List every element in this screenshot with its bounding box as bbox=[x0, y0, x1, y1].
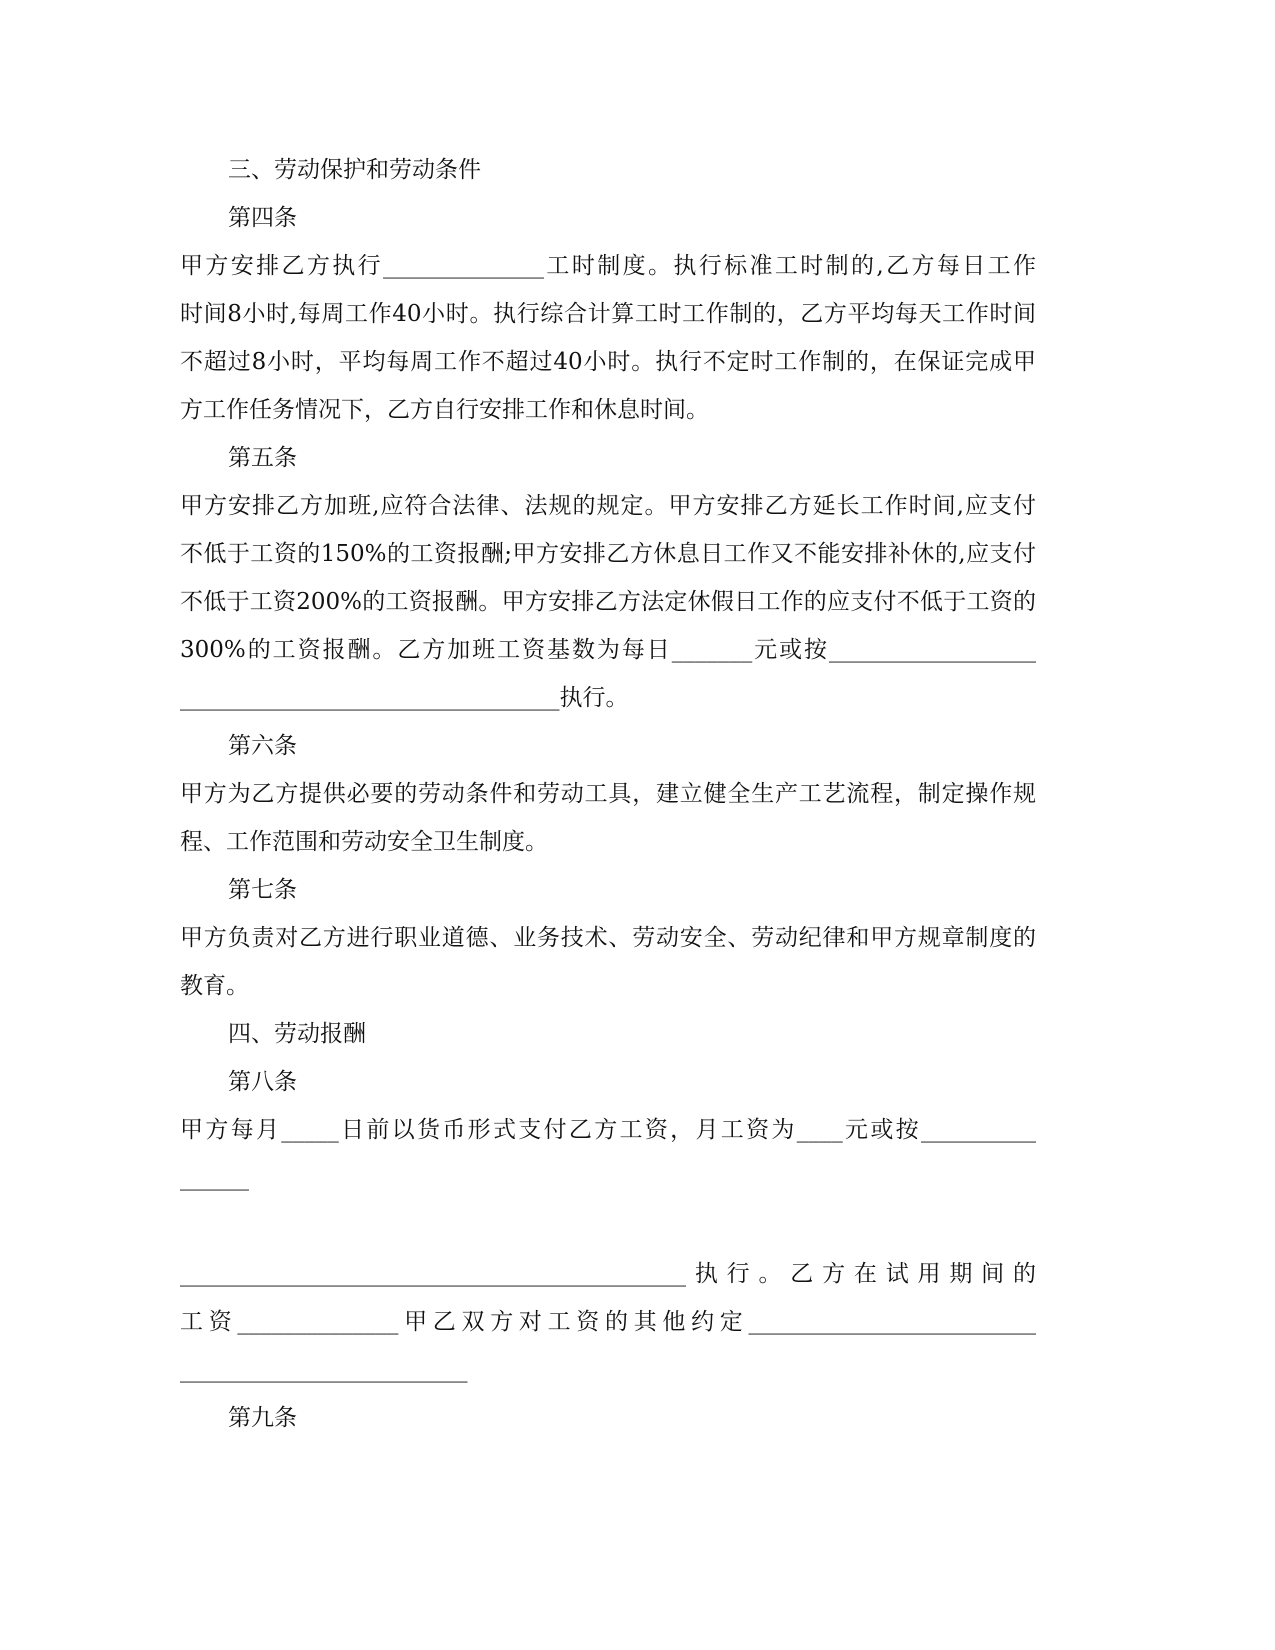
body-text-line: 甲方为乙方提供必要的劳动条件和劳动工具，建立健全生产工艺流程，制定操作规 bbox=[180, 781, 1036, 807]
article-heading: 第七条 bbox=[228, 877, 297, 903]
article-heading: 第八条 bbox=[228, 1069, 297, 1095]
body-text-line: ____________________________________________执行。乙方在试用期间的 bbox=[180, 1261, 1036, 1287]
body-text-line: 工资______________甲乙双方对工资的其他约定_________________________ bbox=[180, 1309, 1036, 1335]
body-text-line: 不超过8小时，平均每周工作不超过40小时。执行不定时工作制的，在保证完成甲 bbox=[180, 349, 1036, 375]
article-heading: 第九条 bbox=[228, 1405, 297, 1431]
body-text-line: 时间8小时,每周工作40小时。执行综合计算工时工作制的，乙方平均每天工作时间 bbox=[180, 301, 1036, 327]
body-text-line: _________________________________执行。 bbox=[180, 685, 629, 711]
body-text-line: 甲方安排乙方加班,应符合法律、法规的规定。甲方安排乙方延长工作时间,应支付 bbox=[180, 493, 1036, 519]
document-page bbox=[180, 146, 1036, 1442]
section-heading: 三、劳动保护和劳动条件 bbox=[228, 157, 481, 183]
body-text-line: 不低于工资200%的工资报酬。甲方安排乙方法定休假日工作的应支付不低于工资的 bbox=[180, 589, 1036, 615]
blank-line bbox=[180, 1202, 1036, 1250]
body-text-line: 教育。 bbox=[180, 973, 249, 999]
body-text-line: 甲方安排乙方执行______________工时制度。执行标准工时制的,乙方每日工作 bbox=[180, 253, 1036, 279]
body-text-line: _________________________ bbox=[180, 1357, 468, 1383]
article-heading: 第四条 bbox=[228, 205, 297, 231]
body-text-line: 甲方负责对乙方进行职业道德、业务技术、劳动安全、劳动纪律和甲方规章制度的 bbox=[180, 925, 1036, 951]
body-text-line: 甲方每月_____日前以货币形式支付乙方工资，月工资为____元或按__________ bbox=[180, 1117, 1036, 1143]
body-text-line: 方工作任务情况下，乙方自行安排工作和休息时间。 bbox=[180, 397, 709, 423]
body-text-line: 程、工作范围和劳动安全卫生制度。 bbox=[180, 829, 548, 855]
body-text-line: 300%的工资报酬。乙方加班工资基数为每日_______元或按__________________ bbox=[180, 637, 1036, 663]
body-text-line: 不低于工资的150%的工资报酬;甲方安排乙方休息日工作又不能安排补休的,应支付 bbox=[180, 541, 1036, 567]
article-heading: 第五条 bbox=[228, 445, 297, 471]
body-text-line: ______ bbox=[180, 1165, 249, 1191]
section-heading: 四、劳动报酬 bbox=[228, 1021, 366, 1047]
article-heading: 第六条 bbox=[228, 733, 297, 759]
